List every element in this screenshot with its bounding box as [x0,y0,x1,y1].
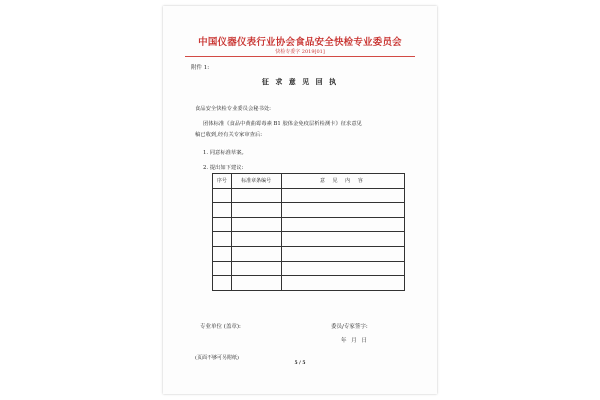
expert-signature-label: 委员/专家签字: [331,324,368,330]
table-header-row [213,174,405,189]
table-row [213,217,405,232]
table-cell [231,232,281,247]
table-cell [231,261,281,276]
table-row [213,246,405,261]
table-row [213,188,405,203]
header-clause-code: 标准章条编号 [231,174,281,189]
table-cell [213,203,232,218]
option-agree: 1. 同意标准草案。 [203,150,247,156]
option-suggest: 2. 提出如下建议: [203,165,244,171]
table-row [213,232,405,247]
table-cell [231,188,281,203]
page-note: (页面不够可另附纸) [195,355,239,361]
table-cell [281,246,404,261]
table-cell [231,217,281,232]
attachment-label: 附件 1: [191,65,210,71]
table-cell [213,217,232,232]
table-cell [281,217,404,232]
table-cell [281,203,404,218]
paragraph-line-1: 团体标准《食品中黄曲霉毒素 B1 胶体金免疫层析检测卡》征求意见 [203,121,362,127]
header-seq: 序号 [213,174,232,189]
table-row [213,261,405,276]
table-cell [213,276,232,291]
table-row [213,276,405,291]
table-cell [231,246,281,261]
page-number: 5 / 5 [294,361,306,366]
table-cell [281,188,404,203]
doc-number: 快检专委字 2019[01] [275,49,325,55]
table-cell [213,261,232,276]
addressee-line: 食品安全快检专业委员会秘书处: [195,106,271,112]
table-cell [281,261,404,276]
table-cell [213,232,232,247]
table-cell [281,232,404,247]
table-cell [213,246,232,261]
document-page [163,6,437,394]
red-divider-line [185,56,415,57]
org-title: 中国仪器仪表行业协会食品安全快检专业委员会 [198,37,402,48]
opinion-table [212,173,405,291]
table-cell [231,276,281,291]
form-title: 征 求 意 见 回 执 [261,77,339,86]
unit-seal-label: 专业单位 (盖章): [200,324,241,330]
table-cell [281,276,404,291]
table-body [213,188,405,290]
date-line: 年 月 日 [341,338,367,344]
table-cell [213,188,232,203]
table-cell [231,203,281,218]
header-opinion-content: 意 见 内 容 [281,174,404,189]
paragraph-line-2: 稿已收到,经有关专家审查后: [195,132,263,138]
table-row [213,203,405,218]
